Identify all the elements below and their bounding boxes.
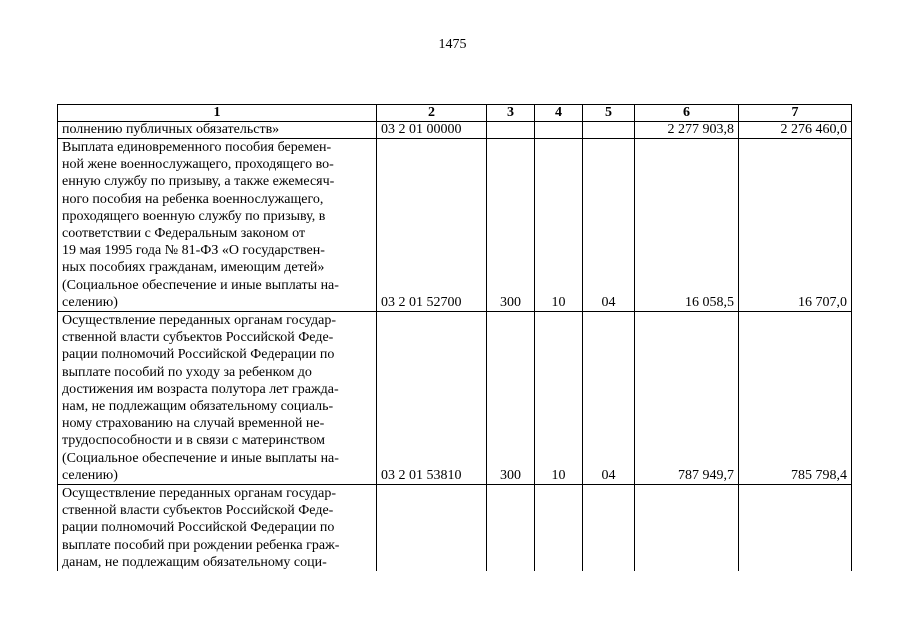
table-row <box>58 122 852 139</box>
row-expense-type: 300 <box>487 139 535 312</box>
header-col-5: 5 <box>583 105 635 122</box>
row-amount-col6: 2 277 903,8 <box>635 122 739 139</box>
header-col-1: 1 <box>58 105 377 122</box>
row-description: Осуществление переданных органам государ- ственной власти субъектов Российской Феде- рации полномочий Российской Федерации по выплате пособий по уходу за ребенком до достижения им возраста полутора лет гражда- нам, не подлежащим обязательному социаль- ному страхованию на случай временной не- трудоспособности и в связи с материнством (Социальное обеспечение и иные выплаты на- селению) <box>58 312 377 485</box>
table-row <box>58 485 852 572</box>
header-col-7: 7 <box>739 105 852 122</box>
row-amount-col7: 2 276 460,0 <box>739 122 852 139</box>
header-row <box>58 105 852 122</box>
row-amount-col7: 785 798,4 <box>739 312 852 485</box>
row-amount-col6: 16 058,5 <box>635 139 739 312</box>
header-col-4: 4 <box>535 105 583 122</box>
row-subsection <box>583 122 635 139</box>
header-col-2: 2 <box>377 105 487 122</box>
page-number: 1475 <box>438 37 467 52</box>
budget-table <box>57 104 852 571</box>
row-target-code <box>377 485 487 572</box>
header-col-3: 3 <box>487 105 535 122</box>
row-subsection: 04 <box>583 139 635 312</box>
row-section: 10 <box>535 312 583 485</box>
table-row <box>58 312 852 485</box>
row-description: полнению публичных обязательств» <box>58 122 377 139</box>
row-description: Выплата единовременного пособия беремен- ной жене военнослужащего, проходящего во- енную службу по призыву, а также ежемесяч- ного пособия на ребенка военнослужащего, проходящего военную службу по призыву, в соответствии с Федеральным законом от 19 мая 1995 года № 81-ФЗ «О государствен- ных пособиях гражданам, имеющим детей» (Социальное обеспечение и иные выплаты на- селению) <box>58 139 377 312</box>
row-amount-col6 <box>635 485 739 572</box>
row-amount-col7 <box>739 485 852 572</box>
row-subsection: 04 <box>583 312 635 485</box>
row-expense-type <box>487 122 535 139</box>
row-amount-col6: 787 949,7 <box>635 312 739 485</box>
row-target-code: 03 2 01 00000 <box>377 122 487 139</box>
row-amount-col7: 16 707,0 <box>739 139 852 312</box>
row-section <box>535 485 583 572</box>
table-row <box>58 139 852 312</box>
row-description: Осуществление переданных органам государ- ственной власти субъектов Российской Феде- рации полномочий Российской Федерации по выплате пособий при рождении ребенка граж- данам, не подлежащим обязательному соци- <box>58 485 377 572</box>
row-section: 10 <box>535 139 583 312</box>
row-target-code: 03 2 01 52700 <box>377 139 487 312</box>
row-target-code: 03 2 01 53810 <box>377 312 487 485</box>
header-col-6: 6 <box>635 105 739 122</box>
row-expense-type: 300 <box>487 312 535 485</box>
row-expense-type <box>487 485 535 572</box>
row-subsection <box>583 485 635 572</box>
row-section <box>535 122 583 139</box>
